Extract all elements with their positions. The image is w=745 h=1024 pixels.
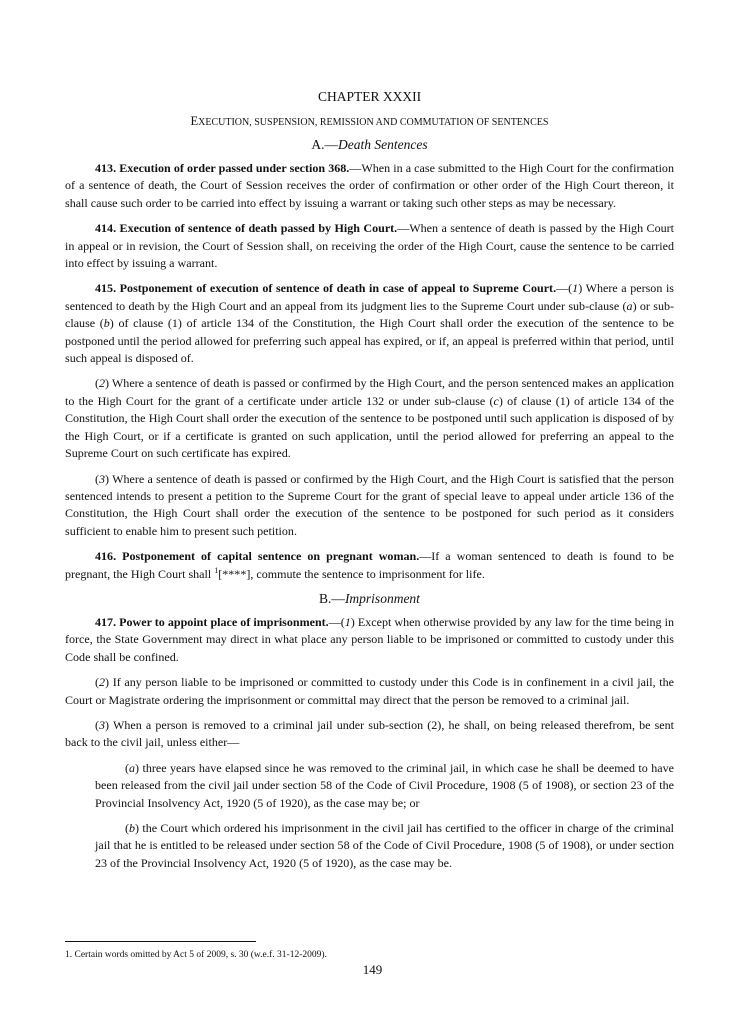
subsection-number: 1: [344, 614, 351, 629]
section-414-heading: 414. Execution of sentence of death passed by High Court.: [95, 221, 398, 236]
subsection-number: 1: [572, 281, 579, 296]
section-413-heading: 413. Execution of order passed under section 368.: [95, 161, 350, 175]
section-417-clause-b: (b) the Court which ordered his imprisonment in the civil jail has certified to the officer in charge of the criminal jail that he is entitled to be released under section 58 of the Code of Civil Procedure, 1908 (5 of 1908), or under section 23 of the Provincial Insolvency Act, 1920 (5 of 1920), as the case may be.: [95, 821, 674, 870]
section-415-sub-1: [65, 280, 674, 367]
footnote: 1. Certain words omitted by Act 5 of 2009, s. 30 (w.e.f. 31-12-2009).: [65, 950, 327, 960]
section-414: [65, 220, 674, 272]
footnote-marker[interactable]: 1: [214, 565, 219, 575]
text-run: ) Where a sentence of death is passed or confirmed by the High Court, and the person sentenced makes an application to the High Court for the grant of a certificate under article 132 or under sub-clause (: [65, 376, 674, 408]
section-416: [65, 548, 674, 583]
page-number: 149: [362, 962, 383, 977]
text-run: —If a woman sentenced to death is found to be pregnant, the High Court shall: [65, 549, 674, 581]
chapter-subtitle: [65, 114, 674, 129]
text-run: [****], commute the sentence to imprisonment for life.: [218, 566, 485, 581]
subsection-number: 3: [99, 717, 106, 732]
clause-letter: b: [129, 821, 136, 835]
part-a-heading: [65, 137, 674, 153]
section-415-sub-3: (3) Where a sentence of death is passed or confirmed by the High Court, and the High Court is satisfied that the person sentenced intends to present a petition to the Supreme Court for the grant of special leave to appeal under article 136 of the Constitution, the High Court shall order the execution of the sentence to be postponed for such period as it considers sufficient to enable him to present such petition.: [65, 471, 674, 538]
text-run: ) If any person liable to be imprisoned or committed to custody under this Code is in confinement in a civil jail, the Court or Magistrate ordering the imprisonment or committal may direct that the person be removed to a criminal jail.: [65, 675, 674, 707]
section-417-clause-a: (a) three years have elapsed since he was removed to the criminal jail, in which case he shall be deemed to have been released from the civil jail under section 58 of the Code of Civil Procedure, 1908 (5 of 1908), or section 23 of the Provincial Insolvency Act, 1920 (5 of 1920), as the case may be; or: [95, 760, 674, 810]
text-run: —(: [328, 614, 345, 629]
section-415-heading: 415. Postponement of execution of sentence of death in case of appeal to Supreme Court.: [95, 281, 557, 296]
clause-letter: b: [103, 316, 110, 331]
part-a-title: Death Sentences: [338, 137, 428, 152]
subsection-number: 3: [99, 471, 106, 486]
part-b-heading: [65, 591, 674, 607]
text-run: ) of clause (1) of article 134 of the Constitution, the High Court shall order the execution of the sentence to be postponed until the period allowed for preferring such appeal has expired, or if, an appeal is preferred within that period, until such appeal is disposed of.: [65, 316, 674, 366]
text-run: ) Where a person is sentenced to death by the High Court and an appeal from its judgment lies to the Supreme Court under sub-clause (: [65, 281, 674, 313]
section-413-text: —When in a case submitted to the High Court for the confirmation of a sentence of death, the Court of Session receives the order of confirmation or other order of the High Court thereon, it shall cause such order to be carried into effect by issuing a warrant or taking such other steps as may be necessary.: [65, 161, 674, 210]
chapter-heading: CHAPTER XXXII: [317, 89, 422, 104]
section-414-text: —When a sentence of death is passed by the High Court in appeal or in revision, the Court of Session shall, on receiving the order of the High Court, cause the sentence to be carried into effect by issuing a warrant.: [65, 221, 674, 271]
section-417-sub-1: [65, 614, 674, 666]
section-416-heading: 416. Postponement of capital sentence on pregnant woman.: [95, 549, 420, 564]
clause-letter: c: [493, 393, 499, 408]
part-a-prefix: A.—: [311, 137, 339, 152]
part-b-prefix: B.—: [319, 590, 345, 606]
section-417-sub-2: (2) If any person liable to be imprisoned or committed to custody under this Code is in confinement in a civil jail, the Court or Magistrate ordering the imprisonment or committal may direct that the person be removed to a criminal jail.: [65, 675, 674, 707]
subtitle-rest: XECUTION, SUSPENSION, REMISSION AND COMMUTATION OF SENTENCES: [198, 117, 549, 128]
text-run: ) Where a sentence of death is passed or confirmed by the High Court, and the High Court is satisfied that the person sentenced intends to present a petition to the Supreme Court for the grant of special leave to appeal under article 136 of the Constitution, the High Court shall order the execution of the sentence to be postponed for such period as it considers sufficient to enable him to present such petition.: [65, 471, 674, 538]
text-run: ) Except when otherwise provided by any law for the time being in force, the State Government may direct in what place any person liable to be imprisoned or committed to custody under this Code shall be confined.: [65, 614, 675, 664]
section-413: [65, 160, 674, 212]
text-run: ) When a person is removed to a criminal jail under sub-section (2), he shall, on being released therefrom, be sent back to the civil jail, unless either—: [65, 717, 674, 750]
clause-letter: a: [129, 760, 136, 775]
clause-letter: a: [626, 298, 633, 313]
footnote-divider: [65, 941, 256, 942]
subsection-number: 2: [99, 675, 106, 690]
text-run: ) of clause (1) of article 134 of the Constitution, the High Court shall order the execution of the sentence to be postponed until such application is disposed of by the High Court, or if a certificate is granted on such application, until the period allowed for preferring an appeal to the Supreme Court on such certificate has expired.: [65, 393, 674, 461]
section-415-sub-2: (2) Where a sentence of death is passed or confirmed by the High Court, and the person sentenced makes an application to the High Court for the grant of a certificate under article 132 or under sub-clause (c) of clause (1) of article 134 of the Constitution, the High Court shall order the execution of the sentence to be postponed until such application is disposed of by the High Court, or if a certificate is granted on such application, until the period allowed for preferring an appeal to the Supreme Court on such certificate has expired.: [65, 376, 674, 461]
section-417-heading: 417. Power to appoint place of imprisonment.: [95, 614, 329, 629]
text-run: —(: [556, 281, 573, 296]
part-b-title: Imprisonment: [344, 590, 420, 606]
subtitle-initial: E: [190, 114, 199, 128]
section-417-sub-3: (3) When a person is removed to a criminal jail under sub-section (2), he shall, on being released therefrom, be sent back to the civil jail, unless either—: [65, 717, 674, 750]
subsection-number: 2: [99, 376, 106, 391]
text-run: ) three years have elapsed since he was removed to the criminal jail, in which case he shall be deemed to have been released from the civil jail under section 58 of the Code of Civil Procedure, 1908 (5 of 1908), or section 23 of the Provincial Insolvency Act, 1920 (5 of 1920), as the case may be; or: [95, 760, 674, 810]
text-run: ) the Court which ordered his imprisonment in the civil jail has certified to the officer in charge of the criminal jail that he is entitled to be released under section 58 of the Code of Civil Procedure, 1908 (5 of 1908), or under section 23 of the Provincial Insolvency Act, 1920 (5 of 1920), as the case may be.: [95, 821, 674, 870]
text-run: ) or sub-clause (: [65, 298, 674, 331]
document-page: [65, 89, 674, 880]
